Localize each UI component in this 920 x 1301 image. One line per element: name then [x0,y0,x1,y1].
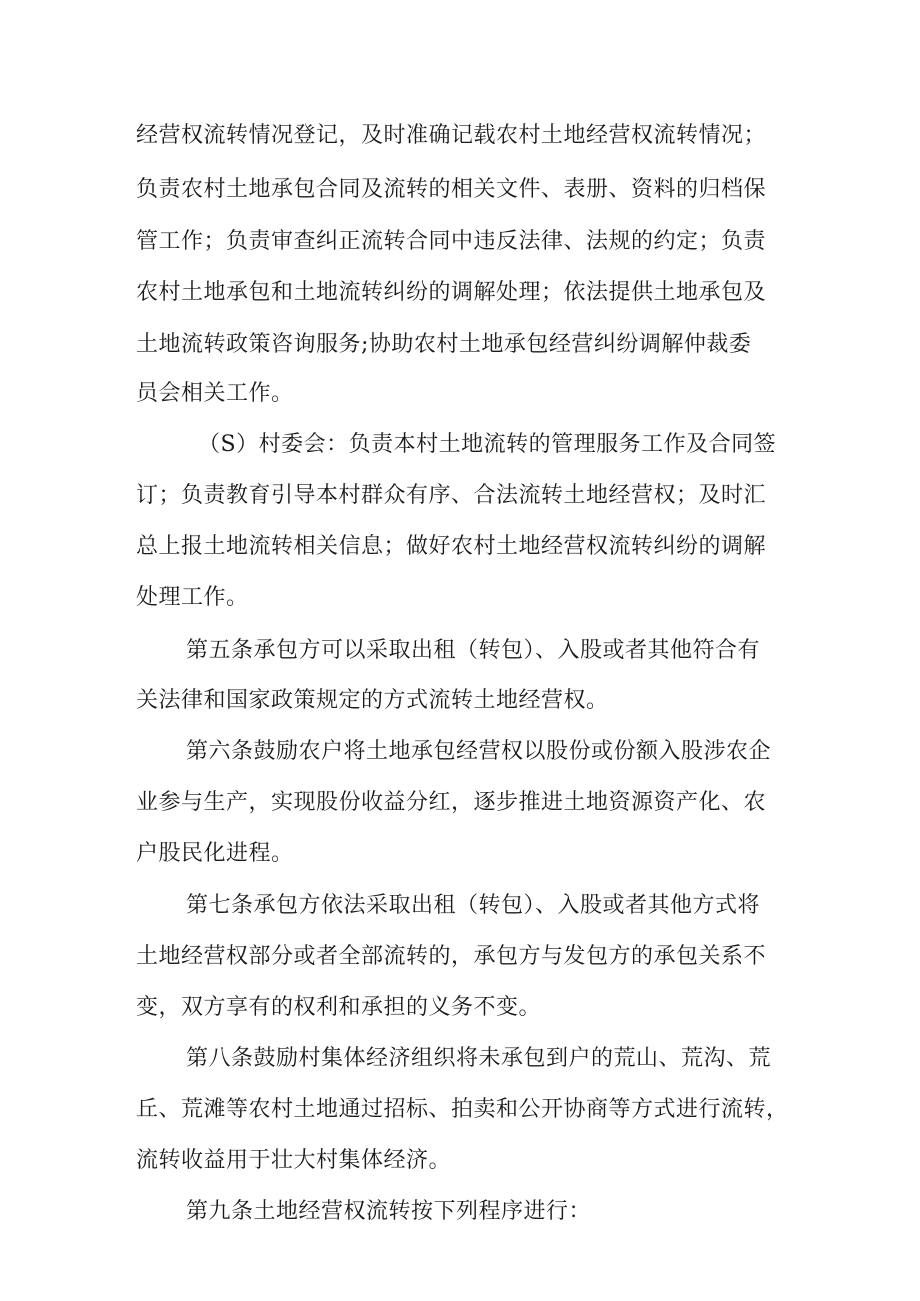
paragraph-1-line-5: 土地流转政策咨询服务;协助农村土地承包经营纠纷调解仲裁委 [136,332,752,357]
paragraph-6-line-1: 第八条鼓励村集体经济组织将未承包到户的荒山、荒沟、荒 [186,1046,772,1071]
paragraph-5-line-1: 第七条承包方依法采取出租（转包）、入股或者其他方式将 [186,893,761,918]
paragraph-1-line-3: 管工作；负责审查纠正流转合同中违反法律、法规的约定；负责 [136,229,767,254]
paragraph-1-line-2: 负责农村土地承包合同及流转的相关文件、表册、资料的归档保 [136,177,767,202]
paragraph-6-line-2: 丘、荒滩等农村土地通过招标、拍卖和公开协商等方式进行流转， [136,1097,789,1122]
paragraph-6-line-3: 流转收益用于壮大村集体经济。 [136,1148,452,1173]
paragraph-1-line-1: 经营权流转情况登记，及时准确记载农村土地经营权流转情况； [136,123,767,148]
paragraph-1-line-4: 农村土地承包和土地流转纠纷的调解处理；依法提供土地承包及 [136,280,767,305]
paragraph-4-line-1: 第六条鼓励农户将土地承包经营权以股份或份额入股涉农企 [186,739,772,764]
paragraph-5-line-2: 土地经营权部分或者全部流转的，承包方与发包方的承包关系不 [136,944,767,969]
paragraph-4-line-2: 业参与生产，实现股份收益分红，逐步推进土地资源资产化、农 [136,790,767,815]
paragraph-3-line-2: 关法律和国家政策规定的方式流转土地经营权。 [136,688,609,713]
paragraph-2-line-4: 处理工作。 [136,585,249,610]
paragraph-3-line-1: 第五条承包方可以采取出租（转包）、入股或者其他符合有 [186,638,761,663]
paragraph-1-line-6: 员会相关工作。 [136,381,294,406]
paragraph-2-line-3: 总上报土地流转相关信息；做好农村土地经营权流转纠纷的调解 [136,534,767,559]
paragraph-2-line-2: 订；负责教育引导本村群众有序、合法流转土地经营权；及时汇 [136,483,767,508]
paragraph-2-line-1: （S）村委会：负责本村土地流转的管理服务工作及合同签 [198,432,777,457]
paragraph-7-line-1: 第九条土地经营权流转按下列程序进行： [186,1199,592,1224]
paragraph-5-line-3: 变，双方享有的权利和承担的义务不变。 [136,995,542,1020]
paragraph-4-line-3: 户股民化进程。 [136,841,294,866]
